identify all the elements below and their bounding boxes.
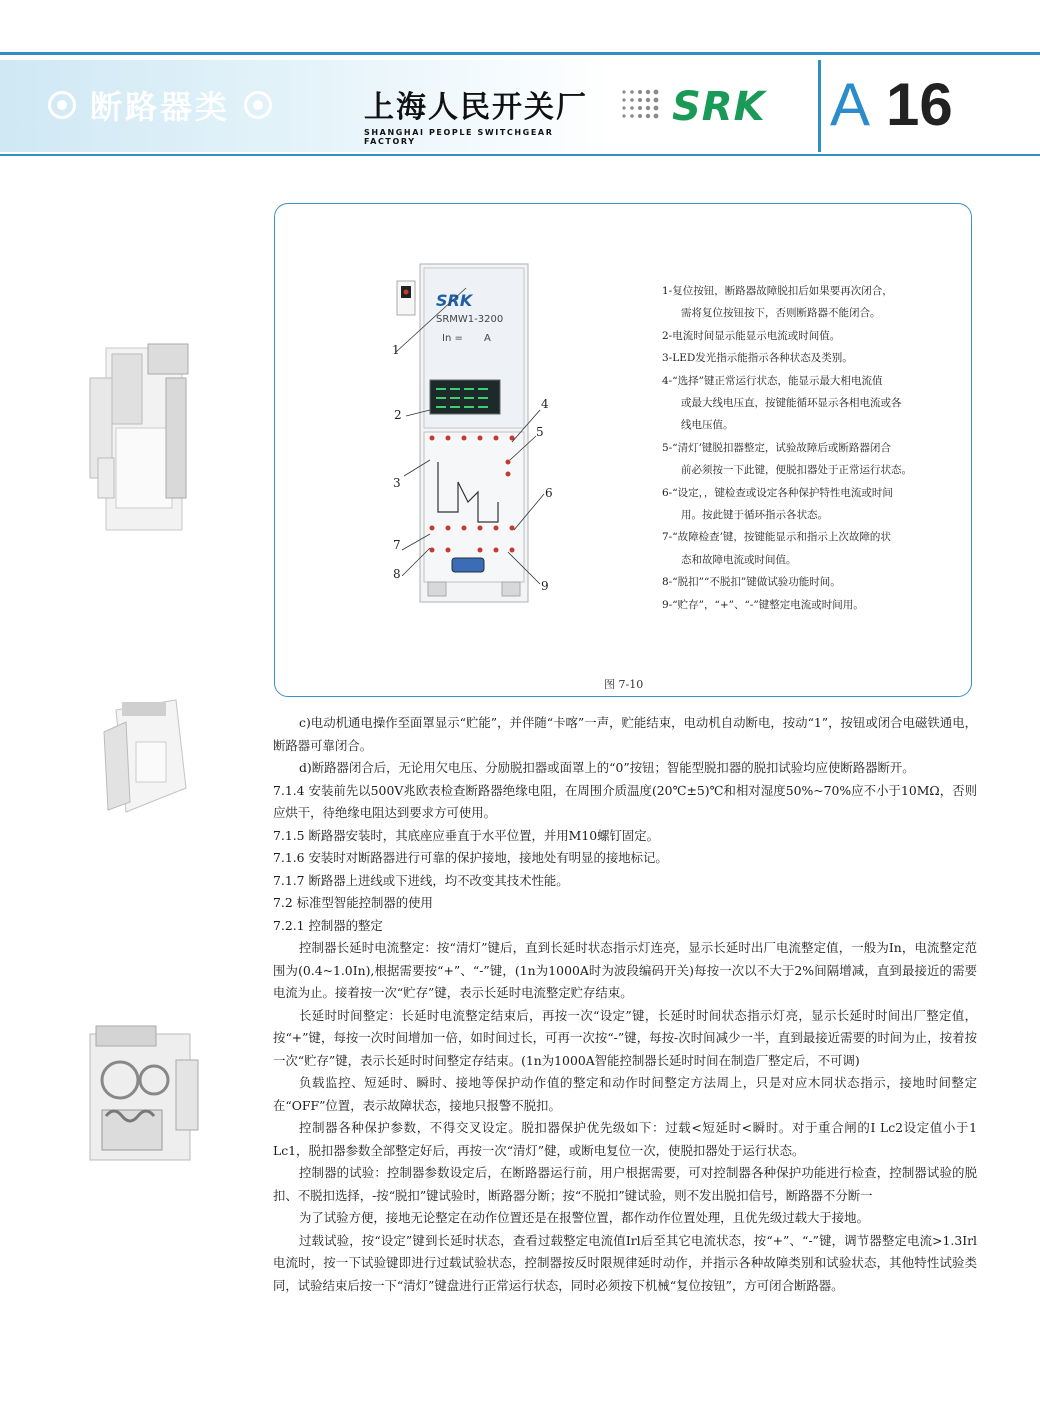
legend-line: 3-LED发光指示能指示各种状态及类别。 [662,352,853,365]
legend-line: 1-复位按钮，断路器故障脱扣后如果要再次闭合， [662,285,893,297]
body-paragraph: 长延时时间整定：长延时电流整定结束后，再按一次“设定”键，长延时时间状态指示灯亮，显示长延时时间出厂整定值，按“+”键，每按一次时间增加一倍，如时间过长，可再一次按“-”键，每按-次时间减少一半，直到最接近需要的时间为止，按着按一次“贮存”键，表示长延时时间整定存结束。(1n为1000A智能控制器长延时时间在制造厂整定后，不可调) [273,1007,977,1068]
device-brand: SRK [436,291,473,310]
legend-line: 2-电流时间显示能显示电流或时间值。 [662,329,841,342]
body-paragraph: 控制器长延时电流整定：按“清灯”键后，直到长延时状态指示灯连亮，显示长延时出厂电流整定值，一般为In，电流整定范围为(0.4~1.0In),根据需要按“+”、“-”键，(1n为1000A时为波段编码开关)每按一次以不大于2%间隔增减，直到最接近的需要电流为止。接着按一次“贮存”键，表示长延时电流整定贮存结束。 [273,940,977,1000]
legend-line: 前必须按一下此键，便脱扣器处于正常运行状态。 [681,464,912,477]
breaker-photo-front [86,338,202,538]
body-paragraph: 控制器的试验：控制器参数设定后，在断路器运行前，用户根据需要，可对控制器各种保护功能进行检查，控制器试验的脱扣、不脱扣选择，-按“脱扣”键试验时，断路器分断；按“不脱扣”键试验，则不发出脱扣信号，断路器不分断一 [273,1165,977,1203]
page-section-letter: A [830,71,871,138]
callout-7: 7 [393,538,401,552]
body-paragraph: 7.1.7 断路器上进线或下进线，均不改变其技术性能。 [273,872,569,888]
header-top-rule [0,52,1040,55]
callout-6: 6 [545,486,553,500]
category-title: 断路器类 [90,88,231,126]
device-model: SRMW1-3200 [436,314,504,325]
device-rating-unit: A [484,333,491,344]
legend-line: 8-“脱扣”“不脱扣”键做试验功能时间。 [662,576,841,589]
callout-4: 4 [541,397,549,411]
legend-line: 线电压值。 [681,419,734,432]
legend-line: 4-“选择”键正常运行状态，能显示最大相电流值 [662,374,883,387]
legend-line: 5-“清灯’键脱扣器整定，试验故障后或断路器闭合 [662,441,891,454]
breaker-photo-mechanism [76,1020,206,1170]
figure-caption: 图 7-10 [604,678,644,691]
callout-5: 5 [536,425,544,439]
body-paragraph: 7.2.1 控制器的整定 [273,917,383,933]
body-paragraph: 7.2 标准型智能控制器的使用 [273,895,433,910]
breaker-photo-side [96,692,192,820]
callout-8: 8 [393,567,401,581]
callout-9: 9 [541,579,549,593]
legend-line: 态和故障电流或时间值。 [681,553,797,566]
callout-leaders [390,280,560,600]
header-bottom-rule [0,154,1040,156]
circle-dot-icon [48,91,76,119]
callout-3: 3 [393,476,401,490]
body-paragraph: 7.1.5 断路器安装时，其底座应垂直于水平位置，并用M10螺钉固定。 [273,827,660,843]
company-logo [364,82,604,146]
body-paragraph: c)电动机通电操作至面罩显示“贮能”，并伴随“卡喀”一声，贮能结束，电动机自动断电，按动“1”，按钮或闭合电磁铁通电，断路器可靠闭合。 [273,715,977,753]
section-category [48,80,272,130]
brand-logo: SRK [672,84,766,130]
callout-1: 1 [392,343,400,357]
device-rating-prefix: In = [442,333,463,344]
legend-line: 需将复位按钮按下，否则断路器不能闭合。 [681,307,881,320]
body-paragraph: 为了试验方便，接地无论整定在动作位置还是在报警位置，都作动作位置处理，且优先级过载大于接地。 [299,1210,869,1225]
body-paragraph: 控制器各种保护参数，不得交叉设定。脱扣器保护优先级如下：过载<短延时<瞬时。对于重合闸的I Lc2设定值小于1 Lc1，脱扣器参数全部整定好后，再按一次“清灯”健，或断电复位一次，使脱扣器处于运行状态。 [273,1120,977,1158]
circle-dot-icon [244,91,272,119]
company-name-en: SHANGHAI PEOPLE SWITCHGEAR FACTORY [364,128,554,146]
body-text [273,712,977,1297]
body-paragraph: 过载试验，按“设定”键到长延时状态，查看过载整定电流值Irl后至其它电流状态，按“+”、“-”键，调节器整定电流>1.3Irl电流时，按一下试验键即进行过载试验状态，控制器按反时限规律延时动作，并指示各种故障类别和试验状态，其他特性试验类同，试验结束后按一下“清灯”键盘进行正常运行状态，同时必须按下机械“复位按钮”，方可闭合断路器。 [273,1232,977,1293]
body-paragraph: 负载监控、短延时、瞬时、接地等保护动作值的整定和动作时间整定方法周上，只是对应木同状态指示，接地时间整定在“OFF”位置，表示故障状态，接地只报警不脱扣。 [273,1075,977,1113]
legend-line: 9-“贮存”，“+”、“-”键整定电流或时间用。 [662,598,864,611]
body-paragraph: d)断路器闭合后，无论用欠电压、分励脱扣器或面罩上的“0”按钮；智能型脱扣器的脱扣试验均应使断路器断开。 [299,760,915,775]
legend-line: 用。按此键于循环指示各状态。 [681,509,828,522]
legend-line: 6-“设定，，键检查或设定各种保护特性电流或时间 [662,486,893,499]
company-name-cn: 上海人民开关厂 [364,90,588,125]
body-paragraph: 7.1.6 安装时对断路器进行可靠的保护接地，接地处有明显的接地标记。 [273,850,668,865]
legend-line: 7-“故障检查’键，按键能显示和指示上次故障的状 [662,531,891,544]
callout-2: 2 [394,408,402,422]
legend-line: 或最大线电压直，按键能循环显示各相电流或各 [681,397,902,410]
page-number: 16 [886,71,953,138]
figure-legend [662,280,962,616]
halftone-dots-icon [618,86,666,126]
body-paragraph: 7.1.4 安装前先以500V兆欧表检查断路器绝缘电阻，在周围介质温度(20℃±5)℃和相对湿度50%~70%应不小于10MΩ，否则应烘干，待绝缘电阻达到要求方可使用。 [273,782,977,820]
